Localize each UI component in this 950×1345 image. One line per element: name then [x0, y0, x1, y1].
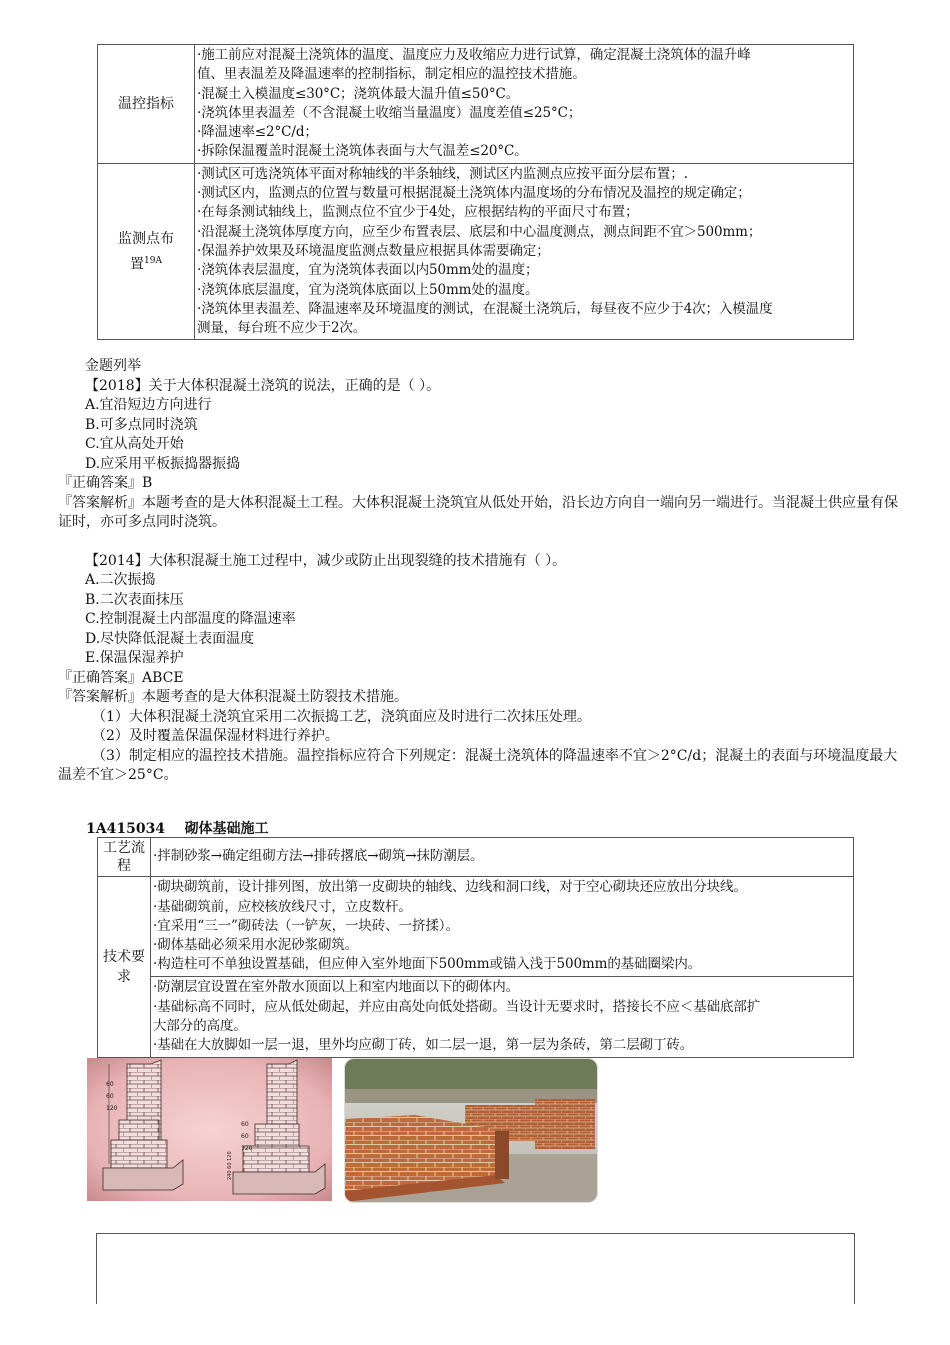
row-label-monitoring-points: [98, 163, 195, 340]
question-option: B.可多点同时浇筑: [85, 416, 198, 433]
content-line: ·浇筑体底层温度，宜为浇筑体底面以上50mm处的温度。: [197, 281, 539, 298]
content-line: 测量，每台班不应少于2次。: [197, 320, 367, 337]
row-content-monitoring-points: [195, 163, 854, 340]
content-line: ·基础在大放脚如一层一退，里外均应砌丁砖，如二层一退，第一层为条砖，第二层砌丁砖。: [153, 1037, 694, 1054]
brick-wall-photo-icon: [345, 1059, 597, 1202]
content-line: 大部分的高度。: [153, 1018, 247, 1034]
answer-analysis: 『答案解析』本题考查的是大体积混凝土工程。大体积混凝土浇筑宜从低处开始，沿长边方向自一端向另一端进行。当混凝土供应量有保证时，亦可多点同时浇筑。: [58, 494, 898, 530]
content-line: ·拆除保温覆盖时混凝土浇筑体表面与大气温差≤20°C。: [197, 143, 528, 160]
content-line: ·基础砌筑前，应校核放线尺寸，立皮数杆。: [153, 898, 412, 915]
content-line: ·施工前应对混凝土浇筑体的温度、温度应力及收缩应力进行试算，确定混凝土浇筑体的温升峰: [197, 47, 751, 63]
content-line: ·沿混凝土浇筑体厚度方向，应至少布置表层、底层和中心温度测点，测点间距不宜＞500mm；: [197, 223, 762, 240]
content-line: ·浇筑体表层温度，宜为浇筑体表面以内50mm处的温度；: [197, 262, 539, 279]
dim-label: 60: [241, 1133, 249, 1140]
exam-heading: 金题列举: [85, 358, 141, 374]
row-content-process: [151, 838, 854, 877]
content-line: 值、里表温差及降温速率的控制指标，制定相应的温控技术措施。: [197, 66, 586, 83]
masonry-foundation-table: [97, 837, 854, 1058]
content-line: ·浇筑体里表温差（不含混凝土收缩当量温度）温度差值≤25°C；: [197, 104, 582, 121]
dim-label: 120: [106, 1105, 118, 1112]
question-option: C.宜从高处开始: [85, 436, 184, 452]
question-2014: [58, 552, 903, 786]
row-label-text: 程: [117, 858, 131, 874]
question-2018: [58, 377, 903, 533]
dim-label: 240 60 120: [227, 1151, 233, 1180]
content-line: ·砌块砌筑前，设计排列图，放出第一皮砌块的轴线、边线和洞口线，对于空心砌块还应放出分块线。: [153, 879, 747, 896]
correct-answer: 『正确答案』ABCE: [58, 669, 184, 686]
dim-label: 60: [106, 1081, 114, 1088]
row-label-text: 监测点布: [118, 230, 174, 247]
analysis-point: （3）制定相应的温控技术措施。温控指标应符合下列规定：混凝土浇筑体的降温速率不宜＞2°C/d；混凝土的表面与环境温度最大温差不宜＞25°C。: [58, 747, 898, 783]
exam-year-tag: 19A: [144, 255, 162, 266]
temperature-control-table: [97, 44, 854, 340]
content-line: ·防潮层宜设置在室外散水顶面以上和室内地面以下的砌体内。: [153, 979, 519, 996]
question-stem: 【2014】大体积混凝土施工过程中，减少或防止出现裂缝的技术措施有（ ）。: [85, 552, 567, 569]
answer-analysis: 『答案解析』本题考查的是大体积混凝土防裂技术措施。: [58, 689, 408, 705]
section-code: 1A415034: [86, 821, 166, 837]
brick-foundation-photo: [344, 1058, 598, 1203]
question-option: C.控制混凝土内部温度的降温速率: [85, 611, 296, 627]
question-stem: 【2018】关于大体积混凝土浇筑的说法，正确的是（ ）。: [85, 377, 441, 394]
foundation-step-drawing: [87, 1058, 332, 1201]
content-line: ·宜采用“三一”砌砖法（一铲灰，一块砖、一挤揉）。: [153, 917, 459, 934]
exam-section: [58, 357, 903, 786]
dim-label: 60: [241, 1121, 249, 1128]
question-option: D.应采用平板振捣器振捣: [85, 455, 241, 472]
question-option: B.二次表面抹压: [85, 591, 184, 608]
dim-label: 120: [241, 1145, 253, 1152]
question-option: E.保温保湿养护: [85, 650, 184, 666]
table-row: [98, 45, 854, 164]
content-line: ·构造柱可不单独设置基础，但应伸入室外地面下500mm或锚入浅于500mm的基础圈梁内。: [153, 956, 702, 973]
content-line: ·基础标高不同时，应从低处砌起，并应由高处向低处搭砌。当设计无要求时，搭接长不应＜基础底部扩: [153, 998, 761, 1015]
table-row: [98, 838, 854, 877]
question-option: A.二次振捣: [85, 572, 156, 588]
dim-label: 60: [106, 1093, 114, 1100]
analysis-point: （2）及时覆盖保温保湿材料进行养护。: [92, 728, 339, 744]
row-label-text: 求: [117, 969, 131, 985]
row-label-process: [98, 838, 151, 877]
content-line: ·降温速率≤2°C/d；: [197, 124, 318, 141]
row-label-text: 温控指标: [118, 95, 174, 112]
content-line: ·浇筑体里表温差、降温速率及环境温度的测试，在混凝土浇筑后，每昼夜不应少于4次；入模温度: [197, 300, 773, 317]
row-label-text: 置: [130, 256, 145, 273]
content-line: ·拌制砂浆→确定组砌方法→排砖撂底→砌筑→抹防潮层。: [153, 848, 484, 865]
row-label-technical-requirements: [98, 877, 151, 1058]
content-line: ·测试区可选浇筑体平面对称轴线的半条轴线，测试区内监测点应按平面分层布置；.: [197, 165, 688, 182]
content-line: ·保温养护效果及环境温度监测点数量应根据具体需要确定；: [197, 242, 550, 259]
content-line: ·测试区内，监测点的位置与数量可根据混凝土浇筑体内温度场的分布情况及温控的规定确定；: [197, 185, 751, 202]
row-content-temperature-control: [195, 45, 854, 164]
content-line: ·在每条测试轴线上，监测点位不宜少于4处，应根据结构的平面尺寸布置；: [197, 204, 639, 221]
row-content-technical-block-2: [151, 977, 854, 1058]
correct-answer: 『正确答案』B: [58, 475, 153, 491]
empty-table-box: [96, 1233, 855, 1304]
row-content-technical-block-1: [151, 877, 854, 977]
question-option: A.宜沿短边方向进行: [85, 397, 212, 413]
row-label-temperature-control: [98, 45, 195, 164]
row-label-text: 技术要: [103, 949, 145, 965]
row-label-text: 工艺流: [103, 840, 145, 856]
content-line: ·混凝土入模温度≤30°C；浇筑体最大温升值≤50°C。: [197, 85, 520, 102]
content-line: ·砌体基础必须采用水泥砂浆砌筑。: [153, 937, 359, 954]
section-title: 砌体基础施工: [184, 821, 269, 837]
table-row: [98, 163, 854, 340]
table-row: [98, 877, 854, 977]
analysis-point: （1）大体积混凝土浇筑宜采用二次振捣工艺，浇筑面应及时进行二次抹压处理。: [92, 708, 591, 725]
brick-foundation-diagram-icon: [87, 1058, 332, 1201]
question-option: D.尽快降低混凝土表面温度: [85, 630, 255, 647]
section-heading: [86, 818, 269, 838]
table-row: [98, 977, 854, 1058]
